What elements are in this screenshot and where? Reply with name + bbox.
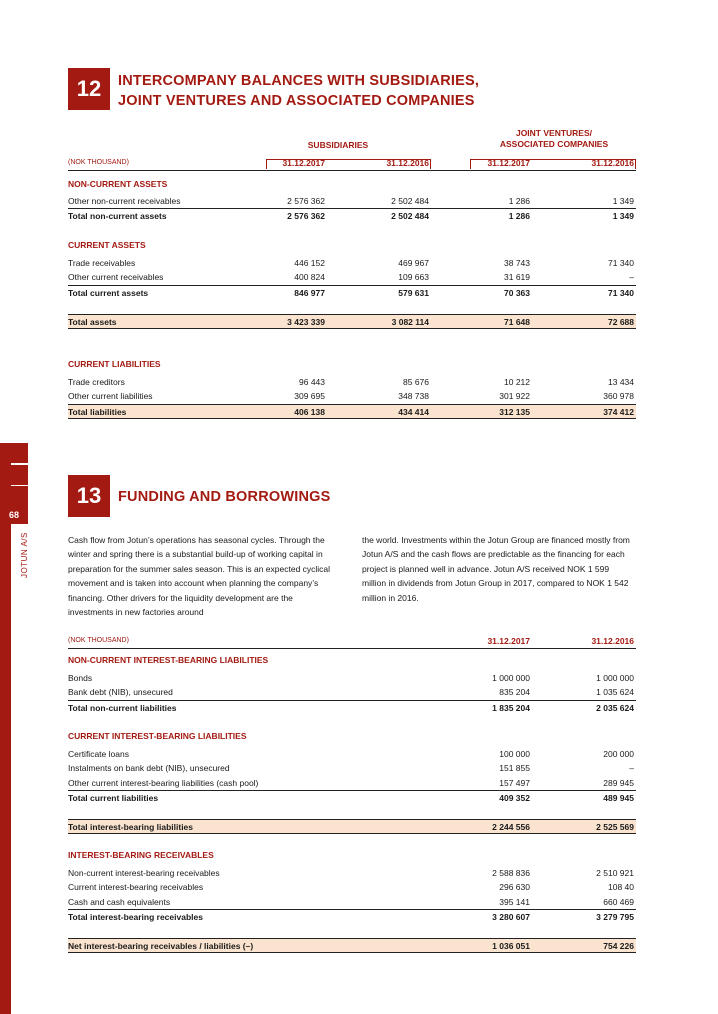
cell-value: 96 443 bbox=[299, 377, 325, 387]
table-header-row bbox=[68, 156, 636, 171]
cell-value: 3 082 114 bbox=[391, 317, 429, 327]
table-row bbox=[68, 270, 636, 284]
cell-value: 446 152 bbox=[294, 258, 325, 268]
section-heading-label: INTEREST-BEARING RECEIVABLES bbox=[68, 850, 214, 860]
table-row bbox=[68, 671, 636, 685]
column-date: 31.12.2017 bbox=[487, 158, 530, 168]
side-accent-bar bbox=[0, 443, 11, 1014]
note-title-line: JOINT VENTURES AND ASSOCIATED COMPANIES bbox=[118, 93, 475, 109]
row-label: Other current interest-bearing liabilities (cash pool) bbox=[68, 778, 259, 788]
page-number: 68 bbox=[0, 506, 28, 524]
row-label: Total interest-bearing receivables bbox=[68, 912, 203, 922]
column-date: 31.12.2016 bbox=[386, 158, 429, 168]
cell-value: 2 502 484 bbox=[391, 211, 429, 221]
row-label: Other current liabilities bbox=[68, 391, 153, 401]
row-label: Trade receivables bbox=[68, 258, 136, 268]
cell-value: 348 738 bbox=[398, 391, 429, 401]
section-heading bbox=[68, 729, 636, 743]
row-label: Other non-current receivables bbox=[68, 196, 181, 206]
note-title bbox=[118, 71, 479, 111]
cell-value: 409 352 bbox=[499, 793, 530, 803]
section-heading bbox=[68, 653, 636, 667]
row-label: Instalments on bank debt (NIB), unsecured bbox=[68, 763, 230, 773]
section-heading-label: NON-CURRENT ASSETS bbox=[68, 179, 168, 189]
cell-value: 71 340 bbox=[608, 258, 634, 268]
note-number: 12 bbox=[68, 68, 110, 110]
row-label: Total liabilities bbox=[68, 407, 127, 417]
cell-value: 151 855 bbox=[499, 763, 530, 773]
column-group-line: ASSOCIATED COMPANIES bbox=[499, 139, 609, 149]
body-paragraph: the world. Investments within the Jotun Group are financed mostly from Jotun A/S and the cash flows are predictable as the financing for each project is planned well in advance. Jotun A/S received NOK 1 599 million in dividends from Jotun Group in 2017, compared to NOK 1 542 million in 2016. bbox=[362, 535, 630, 603]
cell-value: 2 576 362 bbox=[287, 196, 325, 206]
column-date: 31.12.2017 bbox=[282, 158, 325, 168]
column-date: 31.12.2017 bbox=[487, 636, 530, 646]
cell-value: 395 141 bbox=[499, 897, 530, 907]
cell-value: 296 630 bbox=[499, 882, 530, 892]
unit-label: (NOK THOUSAND) bbox=[68, 159, 129, 166]
row-label: Total non-current liabilities bbox=[68, 703, 177, 713]
cell-value: 754 226 bbox=[603, 941, 634, 951]
table-total-row bbox=[68, 208, 636, 222]
cell-value: 70 363 bbox=[504, 288, 530, 298]
cell-value: 2 525 569 bbox=[596, 822, 634, 832]
brand-label: JOTUN A/S bbox=[20, 532, 29, 578]
cell-value: 2 576 362 bbox=[287, 211, 325, 221]
cell-value: 489 945 bbox=[603, 793, 634, 803]
table-row bbox=[68, 761, 636, 775]
cell-value: 109 663 bbox=[398, 272, 429, 282]
table-row bbox=[68, 389, 636, 403]
body-paragraph: Cash flow from Jotun’s operations has seasonal cycles. Through the winter and spring there is a substantial build-up of working capital in preparation for the summer sales season. This is an expected cyclical movement and is taken into account when planning the company’s financing. Other drivers for the liquidity development are the investments in new factories around bbox=[68, 535, 331, 618]
cell-value: 1 286 bbox=[508, 196, 530, 206]
cell-value: 469 967 bbox=[398, 258, 429, 268]
section-heading-label: CURRENT LIABILITIES bbox=[68, 359, 161, 369]
cell-value: 1 035 624 bbox=[596, 687, 634, 697]
side-tab bbox=[0, 465, 28, 485]
section-heading-label: CURRENT INTEREST-BEARING LIABILITIES bbox=[68, 731, 247, 741]
column-group-subsidiaries: SUBSIDIARIES bbox=[307, 140, 369, 150]
cell-value: 157 497 bbox=[499, 778, 530, 788]
intercompany-table bbox=[68, 128, 636, 420]
table-row bbox=[68, 880, 636, 894]
section-heading bbox=[68, 848, 636, 862]
row-label: Total assets bbox=[68, 317, 117, 327]
cell-value: – bbox=[629, 272, 634, 282]
cell-value: 3 280 607 bbox=[492, 912, 530, 922]
cell-value: 85 676 bbox=[403, 377, 429, 387]
table-row bbox=[68, 747, 636, 761]
section-heading bbox=[68, 357, 636, 371]
cell-value: 2 244 556 bbox=[492, 822, 530, 832]
cell-value: 579 631 bbox=[398, 288, 429, 298]
section-heading bbox=[68, 238, 636, 252]
table-total-row bbox=[68, 700, 636, 714]
cell-value: 3 423 339 bbox=[287, 317, 325, 327]
cell-value: 289 945 bbox=[603, 778, 634, 788]
cell-value: 1 349 bbox=[612, 211, 634, 221]
cell-value: 660 469 bbox=[603, 897, 634, 907]
table-header-row bbox=[68, 634, 636, 649]
cell-value: 360 978 bbox=[603, 391, 634, 401]
table-row bbox=[68, 256, 636, 270]
table-grand-total-row bbox=[68, 404, 636, 419]
cell-value: 2 502 484 bbox=[391, 196, 429, 206]
row-label: Certificate loans bbox=[68, 749, 129, 759]
section-heading-label: CURRENT ASSETS bbox=[68, 240, 146, 250]
cell-value: 10 212 bbox=[504, 377, 530, 387]
row-label: Total non-current assets bbox=[68, 211, 167, 221]
cell-value: 71 648 bbox=[504, 317, 530, 327]
table-row bbox=[68, 375, 636, 389]
table-row bbox=[68, 895, 636, 909]
table-total-row bbox=[68, 790, 636, 804]
row-label: Net interest-bearing receivables / liabilities (–) bbox=[68, 941, 254, 951]
table-grand-total-row bbox=[68, 314, 636, 329]
side-tab bbox=[0, 486, 28, 506]
cell-value: 301 922 bbox=[499, 391, 530, 401]
note-title: FUNDING AND BORROWINGS bbox=[118, 489, 331, 505]
table-row bbox=[68, 776, 636, 790]
cell-value: 108 40 bbox=[608, 882, 634, 892]
row-label: Total current assets bbox=[68, 288, 149, 298]
cell-value: 835 204 bbox=[499, 687, 530, 697]
cell-value: 846 977 bbox=[294, 288, 325, 298]
row-label: Bank debt (NIB), unsecured bbox=[68, 687, 173, 697]
table-row bbox=[68, 685, 636, 699]
cell-value: 13 434 bbox=[608, 377, 634, 387]
cell-value: 400 824 bbox=[294, 272, 325, 282]
row-label: Bonds bbox=[68, 673, 93, 683]
cell-value: 434 414 bbox=[398, 407, 429, 417]
table-total-row bbox=[68, 285, 636, 299]
cell-value: – bbox=[629, 763, 634, 773]
table-row bbox=[68, 194, 636, 208]
column-date: 31.12.2016 bbox=[591, 636, 634, 646]
table-grand-total-row bbox=[68, 819, 636, 834]
cell-value: 406 138 bbox=[294, 407, 325, 417]
cell-value: 38 743 bbox=[504, 258, 530, 268]
table-total-row bbox=[68, 909, 636, 923]
cell-value: 2 510 921 bbox=[596, 868, 634, 878]
cell-value: 1 835 204 bbox=[492, 703, 530, 713]
cell-value: 1 286 bbox=[508, 211, 530, 221]
table-row bbox=[68, 866, 636, 880]
unit-label: (NOK THOUSAND) bbox=[68, 637, 129, 644]
cell-value: 100 000 bbox=[499, 749, 530, 759]
row-label: Cash and cash equivalents bbox=[68, 897, 171, 907]
cell-value: 312 135 bbox=[499, 407, 530, 417]
row-label: Trade creditors bbox=[68, 377, 125, 387]
note-title-line: INTERCOMPANY BALANCES WITH SUBSIDIARIES, bbox=[118, 73, 480, 89]
cell-value: 1 000 000 bbox=[596, 673, 634, 683]
cell-value: 2 588 836 bbox=[492, 868, 530, 878]
column-group-joint-ventures bbox=[472, 128, 636, 150]
cell-value: 31 619 bbox=[504, 272, 530, 282]
cell-value: 72 688 bbox=[608, 317, 634, 327]
row-label: Other current receivables bbox=[68, 272, 164, 282]
cell-value: 1 036 051 bbox=[492, 941, 530, 951]
cell-value: 374 412 bbox=[603, 407, 634, 417]
column-date: 31.12.2016 bbox=[591, 158, 634, 168]
side-tab bbox=[0, 443, 28, 463]
cell-value: 3 279 795 bbox=[596, 912, 634, 922]
row-label: Current interest-bearing receivables bbox=[68, 882, 204, 892]
cell-value: 309 695 bbox=[294, 391, 325, 401]
funding-table bbox=[68, 634, 636, 954]
row-label: Non-current interest-bearing receivables bbox=[68, 868, 220, 878]
table-grand-total-row bbox=[68, 938, 636, 953]
column-group-line: JOINT VENTURES/ bbox=[515, 128, 593, 138]
section-heading-label: NON-CURRENT INTEREST-BEARING LIABILITIES bbox=[68, 655, 269, 665]
cell-value: 2 035 624 bbox=[596, 703, 634, 713]
note-number: 13 bbox=[68, 475, 110, 517]
cell-value: 1 349 bbox=[612, 196, 634, 206]
row-label: Total interest-bearing liabilities bbox=[68, 822, 194, 832]
cell-value: 1 000 000 bbox=[492, 673, 530, 683]
cell-value: 71 340 bbox=[608, 288, 634, 298]
row-label: Total current liabilities bbox=[68, 793, 159, 803]
cell-value: 200 000 bbox=[603, 749, 634, 759]
section-heading bbox=[68, 177, 636, 191]
